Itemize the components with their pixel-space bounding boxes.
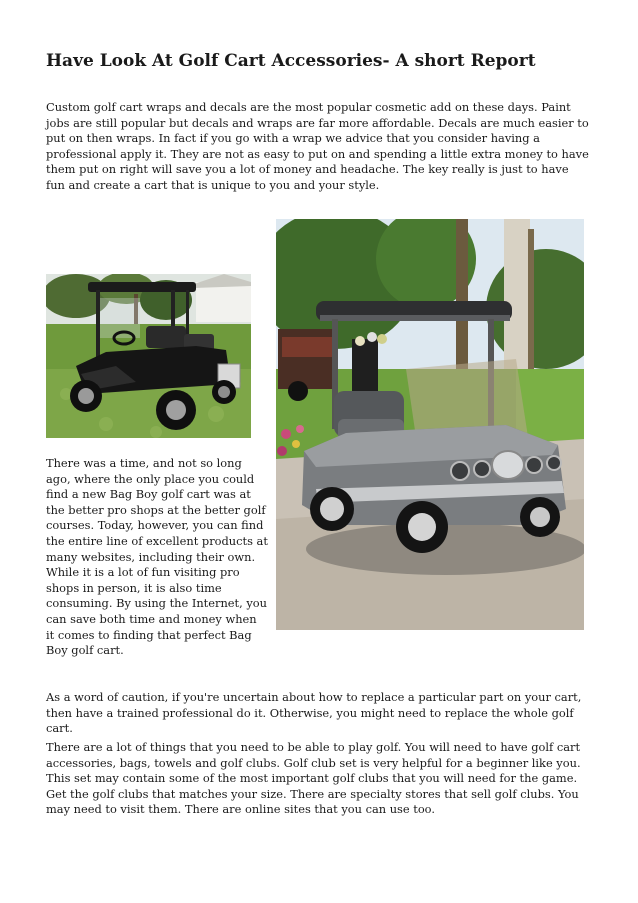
paragraph-caution: As a word of caution, if you're uncertain about how to replace a particular part on your cart, then have a trained professional do it. Otherwise, you might need to replace the whole golf cart. <box>46 690 582 736</box>
black-golf-cart-photo <box>46 274 251 438</box>
document-title: Have Look At Golf Cart Accessories- A short Report <box>46 51 536 71</box>
paragraph-bag-boy: There was a time, and not so long ago, where the only place you could find a new Bag Boy golf cart was at the better pro shops at the better golf courses. Today, however, you can find the entire line of excellent products at many websites, including their own. While it is a lot of fun visiting pro shops in person, it is also time consuming. By using the Internet, you can save both time and money when it comes to finding that perfect Bag Boy golf cart. <box>46 456 268 658</box>
paragraph-golf-clubs: There are a lot of things that you need to be able to play golf. You will need to have golf cart accessories, bags, towels and golf clubs. Golf club set is very helpful for a beginner like you. This set may contain some of the most important golf clubs that you will need for the game. Get the golf clubs that matches your size. There are specialty stores that sell golf clubs. You may need to visit them. There are online sites that you can use too. <box>46 740 581 817</box>
silver-golf-cart-photo <box>276 219 584 630</box>
paragraph-intro: Custom golf cart wraps and decals are the most popular cosmetic add on these days. Paint jobs are still popular but decals and wraps are far more affordable. Decals are much easier to put on then wraps. In fact if you go with a wrap we advice that you consider having a professional apply it. They are not as easy to put on and spending a little extra money to have them put on right will save you a lot of money and headache. The key really is just to have fun and create a cart that is unique to you and your style. <box>46 100 589 192</box>
